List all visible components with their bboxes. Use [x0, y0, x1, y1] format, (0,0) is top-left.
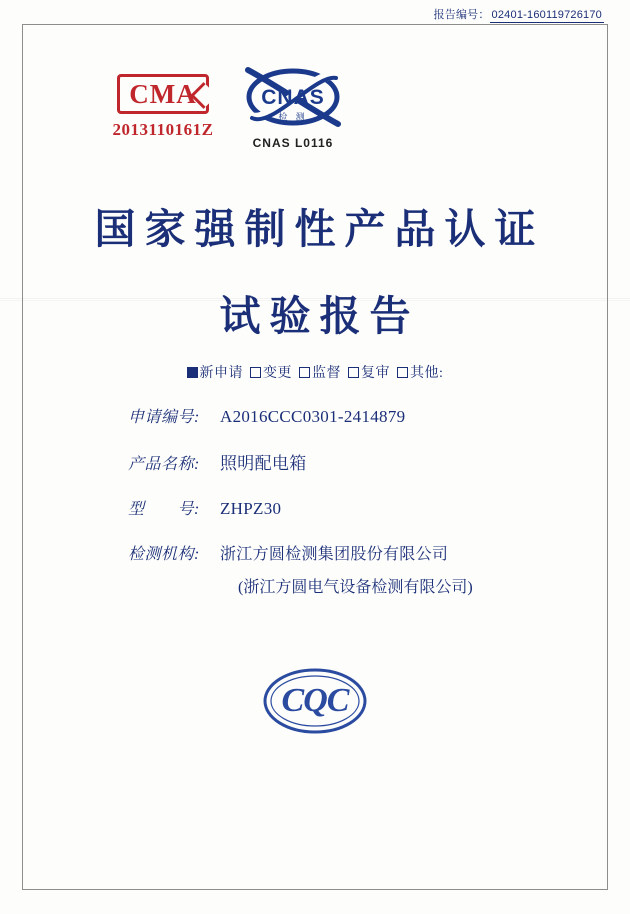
cma-icon	[117, 74, 209, 114]
field-value: 浙江方圆检测集团股份有限公司	[220, 546, 449, 563]
field-list	[0, 404, 630, 619]
application-type-label: 其他:	[410, 366, 444, 381]
cma-code: 2013110161Z	[112, 120, 214, 139]
checkbox-checked-icon[interactable]	[187, 367, 198, 378]
application-type-row	[0, 362, 630, 382]
field-label: 型 号:	[128, 501, 200, 518]
field-value: A2016CCC0301-2414879	[220, 407, 406, 426]
cnas-letters: CNAS	[261, 86, 325, 109]
checkbox-empty-icon[interactable]	[397, 367, 408, 378]
cnas-subtitle: 检 测	[278, 112, 308, 122]
field-testing-organization	[0, 541, 630, 564]
application-type-option-other[interactable]	[397, 366, 443, 381]
cqc-icon	[261, 662, 369, 740]
cnas-icon	[234, 64, 352, 134]
application-type-label: 新申请	[199, 366, 244, 381]
report-number	[434, 6, 604, 22]
field-application-number	[0, 404, 630, 427]
field-value: ZHPZ30	[220, 499, 282, 518]
page-subtitle: 试验报告	[219, 293, 420, 339]
application-type-label: 监督	[312, 366, 342, 381]
application-type-option-supervision[interactable]	[299, 366, 341, 381]
checkbox-empty-icon[interactable]	[250, 367, 261, 378]
field-testing-organization-secondary: (浙江方圆电气设备检测有限公司)	[238, 579, 473, 596]
field-label: 检测机构:	[128, 546, 200, 563]
application-type-option-review[interactable]	[348, 366, 390, 381]
field-model	[0, 496, 630, 519]
cma-letters: CMA	[129, 79, 197, 109]
report-number-value: 02401-160119726170	[491, 9, 602, 21]
field-product-name	[0, 449, 630, 474]
checkbox-empty-icon[interactable]	[348, 367, 359, 378]
cqc-letters: CQC	[281, 682, 349, 719]
cqc-mark-block	[0, 662, 630, 745]
application-type-option-change[interactable]	[250, 366, 292, 381]
application-type-option-new[interactable]	[187, 366, 244, 381]
application-type-label: 复审	[361, 366, 391, 381]
field-label: 申请编号:	[128, 409, 200, 426]
report-number-label: 报告编号：	[433, 9, 490, 21]
page-title: 国家强制性产品认证	[94, 206, 545, 252]
field-label: 产品名称:	[128, 456, 200, 473]
certification-marks	[0, 64, 630, 164]
field-value: 照明配电箱	[220, 454, 307, 473]
application-type-label: 变更	[263, 366, 293, 381]
checkbox-empty-icon[interactable]	[299, 367, 310, 378]
cnas-code: CNAS L0116	[252, 136, 334, 150]
cnas-mark-block	[218, 64, 368, 150]
